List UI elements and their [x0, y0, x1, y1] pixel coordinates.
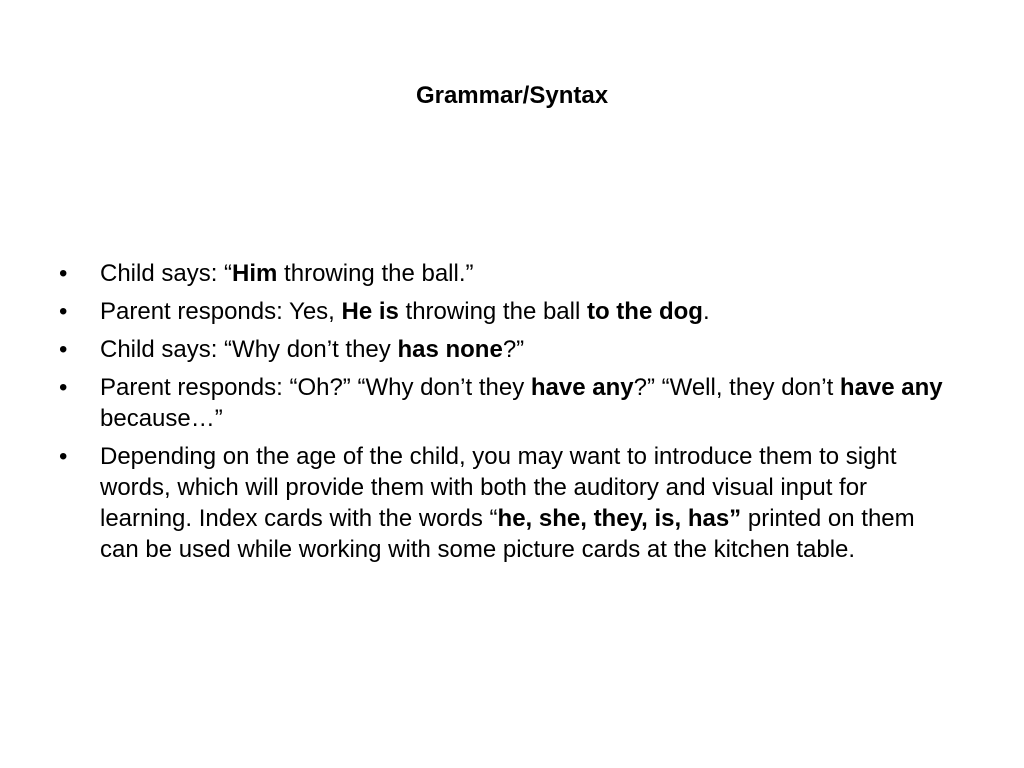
text-segment: throwing the ball [398, 298, 587, 325]
bullet-text [100, 298, 710, 325]
text-segment: Parent responds: Yes, [100, 298, 342, 325]
bullet-text [100, 260, 474, 287]
slide-title: Grammar/Syntax [415, 82, 609, 109]
bullet-item [56, 372, 956, 434]
text-segment: Depending on the age of the child, you may want to introduce them to sight words, which will provide them with both the auditory and visual input for learning. Index cards with the words “ [100, 443, 897, 532]
bold-segment: have any [839, 374, 943, 401]
bullet-item [56, 334, 956, 365]
bullet-marker: • [59, 298, 68, 325]
text-segment: Parent responds: “Oh?” “Why don’t they [100, 374, 531, 401]
text-segment: throwing the ball.” [277, 260, 474, 287]
bold-segment: have any [530, 374, 634, 401]
bullet-text [100, 336, 524, 363]
text-segment: Child says: “ [100, 260, 233, 287]
text-segment: because…” [100, 405, 223, 432]
bold-segment: he, she, they, is, has” [497, 505, 742, 532]
bullet-marker: • [59, 336, 68, 363]
text-segment: ?” [502, 336, 525, 363]
bullet-marker: • [59, 260, 68, 287]
bold-segment: to the dog [586, 298, 703, 325]
bold-segment: has none [397, 336, 503, 363]
bullet-item [56, 258, 956, 289]
bullet-text [100, 374, 943, 432]
bullet-text [100, 443, 915, 563]
text-segment: printed on them can be used while working with some picture cards at the kitchen table. [100, 505, 915, 563]
bullet-marker: • [59, 443, 68, 470]
bullet-marker: • [59, 374, 68, 401]
bullet-item [56, 296, 956, 327]
bullet-item [56, 441, 956, 565]
text-segment: ?” “Well, they don’t [633, 374, 840, 401]
bold-segment: He is [341, 298, 399, 325]
bold-segment: Him [232, 260, 278, 287]
text-segment: Child says: “Why don’t they [100, 336, 398, 363]
text-segment: . [702, 298, 710, 325]
bullet-list [56, 258, 956, 572]
